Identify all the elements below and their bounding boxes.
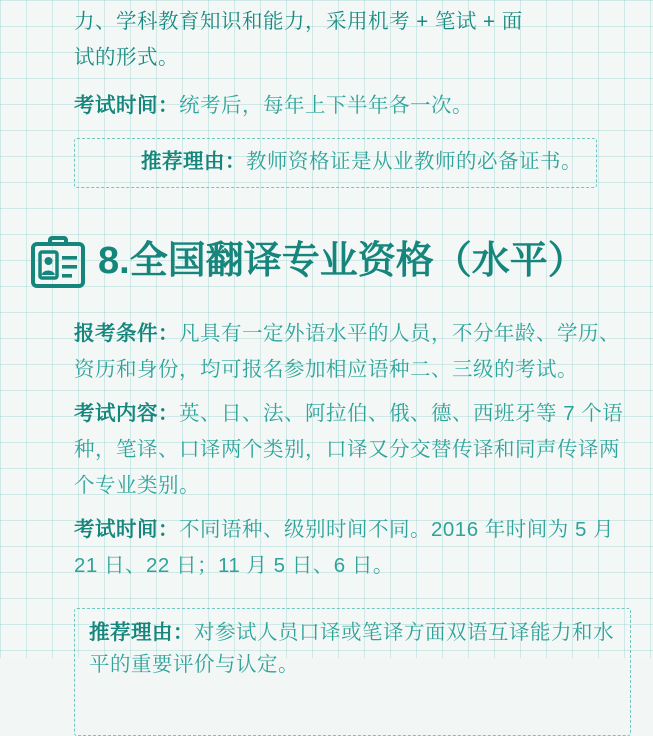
exam-time-row — [22, 88, 631, 124]
section-item-0-value: 凡具有一定外语水平的人员，不分年龄、学历、资历和身份，均可报名参加相应语种二、三级的考试。 — [74, 322, 620, 381]
section-item-2 — [74, 512, 631, 584]
recommendation-box-current — [74, 608, 631, 736]
recommendation-value-current: 对参试人员口译或笔译方面双语互译能力和水平的重要评价与认定。 — [89, 621, 614, 676]
section-item-2-label: 考试时间： — [74, 518, 179, 541]
recommendation-box-previous — [74, 138, 597, 188]
section-item-1-label: 考试内容： — [74, 402, 179, 425]
recommendation-row-previous — [89, 147, 582, 177]
continuation-line-2: 试的形式。 — [74, 46, 179, 69]
recommendation-row-current — [89, 617, 616, 681]
id-card-icon — [30, 234, 86, 290]
section-item-1 — [74, 396, 631, 504]
section-item-0 — [74, 316, 631, 388]
exam-time-label: 考试时间： — [74, 94, 179, 117]
continuation-paragraph — [22, 4, 631, 76]
section-item-0-label: 报考条件： — [74, 322, 179, 345]
recommendation-value-previous: 教师资格证是从业教师的必备证书。 — [246, 150, 582, 173]
previous-section-continuation — [22, 0, 631, 188]
recommendation-label-current: 推荐理由： — [89, 621, 194, 644]
section-item-1-value: 英、日、法、阿拉伯、俄、德、西班牙等 7 个语种，笔译、口译两个类别，口译又分交替传译和同声传译两个专业类别。 — [74, 402, 624, 497]
section-title: 8.全国翻译专业资格（水平） — [98, 240, 586, 283]
section-body — [22, 316, 631, 584]
continuation-line-1: 力、学科教育知识和能力，采用机考 + 笔试 + 面 — [74, 10, 523, 33]
section-item-2-value: 不同语种、级别时间不同。2016 年时间为 5 月 21 日、22 日；11 月 5 日、6 日。 — [74, 518, 615, 577]
exam-time-value: 统考后，每年上下半年各一次。 — [179, 94, 473, 117]
recommendation-label-previous: 推荐理由： — [141, 150, 246, 173]
section-heading — [30, 234, 631, 290]
